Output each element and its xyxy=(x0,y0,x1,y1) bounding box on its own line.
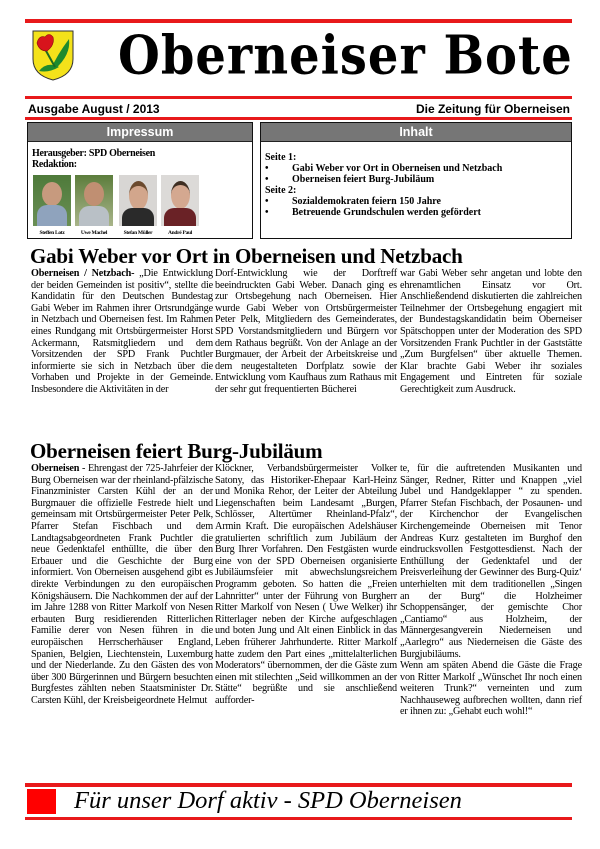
impressum-box xyxy=(27,122,253,239)
article1-column-3: war Gabi Weber sehr angetan und lobte den ehrenamtlichen Einsatz vor Ort. Anschließendend diskutierten die zahlreichen Teilnehmer der Ortsbegehung engagiert mit der Bundestagskandidatin beim Oberneiser Spätschoppen unter der Moderation des SPD Vorsitzenden Frank Puchtler in der Gaststätte „Zum Burgfelsen“ über aktuelle Themen. Klar brachte Gabi Weber ihr soziales Engagement und Eintreten für soziale Gerechtigkeit zum Ausdruck. xyxy=(400,268,582,395)
bullet-icon: • xyxy=(265,163,269,174)
footer-slogan: Für unser Dorf aktiv - SPD Oberneisen xyxy=(74,787,462,814)
bullet-icon: • xyxy=(265,174,269,185)
subline-rule xyxy=(25,117,572,120)
editor-name: Steffen Lotz xyxy=(39,230,65,236)
footer-bottom-rule xyxy=(25,817,572,820)
contents-section-label: Seite 2: xyxy=(265,185,297,196)
tagline: Die Zeitung für Oberneisen xyxy=(415,102,570,116)
editor-card xyxy=(161,175,199,236)
contents-title: Inhalt xyxy=(261,123,571,142)
contents-section-label: Seite 1: xyxy=(265,152,297,163)
article1-column-1: Oberneisen / Netzbach- „Die Entwicklung der beiden Gemeinden ist positiv“, stellte die Kandidatin für den Deutschen Bundestag Gabi Weber im Rahmen ihrer Ortsrundgänge in Netzbach und Oberneisen fest. Im Rahmen eines Rundgang mit Ortsbürgermeister Horst Ackermann, Ratsmitgliedern und dem Vorsitzenden der SPD Frank Puchtler informierte sie sich in Netzbach über die Vorhaben und Projekte in der Gemeinde. Insbesondere die Aktivitäten in der xyxy=(31,268,213,395)
editor-photo xyxy=(75,175,113,226)
editor-name: Stefan Müller xyxy=(123,230,153,236)
issue-label: Ausgabe August / 2013 xyxy=(28,102,160,116)
article1-headline: Gabi Weber vor Ort in Oberneisen und Netzbach xyxy=(30,244,463,268)
editor-photo xyxy=(119,175,157,226)
article2-column-3: te, für die auftretenden Musikanten und Sänger, Redner, Ritter und Knappen „viel Jubel und Handgeklapper “ zu spenden. Pfarrer Stefan Fischbach, der Posaunen- und der Kirchenchor der Evangelischen Kirchengemeinde Oberneisen mit Tenor Andreas Kurz gestalteten im Burghof den eindrucksvollen Festgottesdienst. Nach der Enthüllung der Gedenktafel und der Preisverleihung der Gewinner des Burg-Quiz‘ unterhielten mit dem traditionellen „Singen an der Burg“ die Holzheimer Schoppensänger, der gemischte Chor „Cantiamo“ aus Holzheim, der Männergesangverein Niederneisen und „Aarlegro“ aus Niederneisen die Gäste des Burgjubiläums. Wenn am späten Abend die Gäste die Frage von Ritter Markolf „Wünschet Ihr noch einen weiteren Trunk?“ verneinten und zum Nachhauseweg aufbrechen wollten, dann rief er ihnen zu: „Gehabt euch wohl!“ xyxy=(400,463,582,718)
editor-photo xyxy=(161,175,199,226)
article2-dateline: Oberneisen xyxy=(31,463,80,474)
coat-of-arms-logo xyxy=(31,29,75,81)
editor-name: Uwe Machel xyxy=(80,230,108,236)
bullet-icon: • xyxy=(265,207,269,218)
contents-item[interactable]: • Sozialdemokraten feiern 150 Jahre xyxy=(265,196,441,207)
footer-red-square xyxy=(27,789,56,814)
contents-item[interactable]: • Oberneisen feiert Burg-Jubiläum xyxy=(265,174,435,185)
editor-card xyxy=(75,175,113,236)
contents-list xyxy=(261,142,571,218)
article2-headline: Oberneisen feiert Burg-Jubiläum xyxy=(30,439,323,463)
publisher-line: Herausgeber: SPD Oberneisen xyxy=(32,148,155,159)
impressum-title: Impressum xyxy=(28,123,252,142)
article2-column-2: Klöckner, Verbandsbürgermeister Volker Satony, das Historiker-Ehepaar Karl-Heinz und Monika Rehor, der Leiter der Abteilung Liegenschaften beim Landesamt „Burgen, Schlösser, Altertümer Rheinland-Pfalz“, Armin Kraft. Die europäischen Adelshäuser gratulierten schriftlich zum Jubiläum der Burg Ihrer Vorfahren. Den Festgästen wurde eine von der SPD Oberneisen organisierte Jubiläumsfeier mit abwechslungsreichem Programm geboten. So hatten die „Freien Lahnritter“ unter der Führung von Burgherr Ritter Markolf von Nesen ( Uwe Welker) ihr Ritterlager neben der Kirche aufgeschlagen und boten Jung und Alt einen Einblick in das Leben früherer Jahrhunderte. Ritter Markolf hatte zudem den Part eines „mittelalterlichen Moderators“ übernommen, der die Gäste zum einen mit stilechten „Seid willkommen an der Stätte“ begrüßte und sie anschließend aufforder- xyxy=(215,463,397,706)
editor-photos xyxy=(33,175,199,236)
article1-dateline: Oberneisen / Netzbach- xyxy=(31,268,135,279)
contents-item[interactable]: • Gabi Weber vor Ort in Oberneisen und Netzbach xyxy=(265,163,503,174)
article1-column-2: Dorf-Entwicklung wie der Dorftreff beeindruckten Gabi Weber. Danach ging es zur Ortsbegehung nach Oberneisen. Hier wurde Gabi Weber von Ortsbürgermeister Peter Pelk, Mitgliedern des Gemeinderates, SPD Vorstandsmitgliedern und Bürgern vor dem Rathaus begrüßt. Von der Anlage an der Burgmauer, der Arbeit der Arbeitskreise und dem neugestalteten Dorfplatz sowie der Entwicklung vom Kaufhaus zum Rathaus mit der sehr gut frequentierten Bücherei xyxy=(215,268,397,395)
article2-column-1: Oberneisen - Ehrengast der 725-Jahrfeier der Burg Oberneisen war der rheinland-pfälzische Finanzminister Carsten Kühl der an der Burgmauer die offizielle Festrede hielt und gemeinsam mit Ortsbürgermeister Peter Pelk, Pfarrer Stefan Fischbach und dem Landtagsabgeordneten Frank Puchtler die neue Gedenktafel enthüllte, die über den Erbauer und die Geschichte der Burg informiert. Von Oberneisen ausgehend gibt es direkte Verbindungen zu den europäischen Königshäusern. Die Nachkommen der auf der im Jahre 1288 von Ritter Markolf von Nesen erbauten Burg residierenden Ritterlichen Familie derer von Nesen führen in die europäischen Herrscherhäuser England, Spanien, Belgien, Liechtenstein, Luxemburg und der Niederlande. Zu den Gästen des von über 300 Bürgerinnen und Bürgern besuchten Burgfestes zählten neben Staatsminister Dr. Carsten Kühl, der Kreisbeigeordnete Helmut xyxy=(31,463,213,706)
masthead-title: Oberneiser Bote xyxy=(118,24,573,87)
editor-card xyxy=(119,175,157,236)
masthead-rule xyxy=(25,96,572,99)
contents-box xyxy=(260,122,572,239)
editor-card xyxy=(33,175,71,236)
editorial-label: Redaktion: xyxy=(32,159,77,170)
editor-name: André Paul xyxy=(167,230,193,236)
editor-photo xyxy=(33,175,71,226)
bullet-icon: • xyxy=(265,196,269,207)
contents-item[interactable]: • Betreuende Grundschulen werden gefördert xyxy=(265,207,481,218)
